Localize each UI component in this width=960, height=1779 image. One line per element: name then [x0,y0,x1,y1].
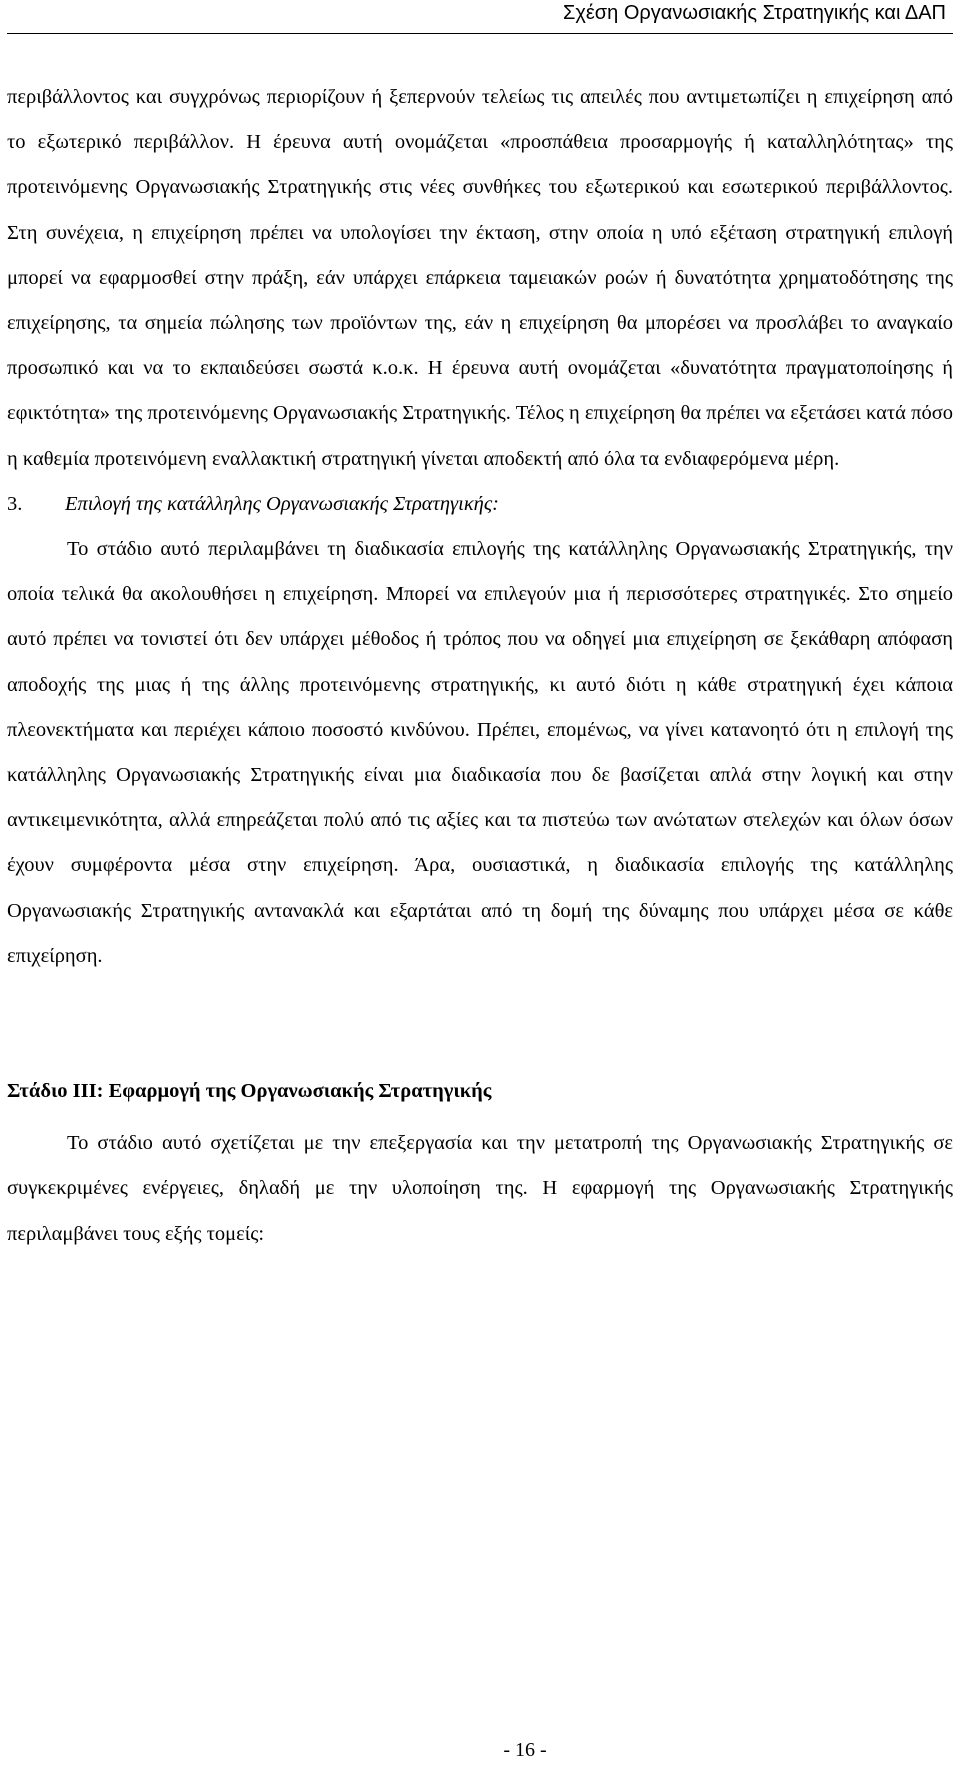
body-paragraph-3: Το στάδιο αυτό σχετίζεται με την επεξεργασία και την μετατροπή της Οργανωσιακής Στρατηγικής σε συγκεκριμένες ενέργειες, δηλαδή με την υλοποίηση της. Η εφαρμογή της Οργανωσιακής Στρατηγικής περιλαμβάνει τους εξής τομείς: [7,1132,953,1245]
page-body [7,75,953,1257]
running-header: Σχέση Οργανωσιακής Στρατηγικής και ΔΑΠ [563,2,946,24]
item-number: 3. [7,492,23,515]
body-paragraph-2: Το στάδιο αυτό περιλαμβάνει τη διαδικασία επιλογής της κατάλληλης Οργανωσιακής Στρατηγικής, την οποία τελικά θα ακολουθήσει η επιχείρηση. Μπορεί να επιλεγούν μια ή περισσότερες στρατηγικές. Στο σημείο αυτό πρέπει να τονιστεί ότι δεν υπάρχει μέθοδος ή τρόπος που να οδηγεί μια επιχείρηση σε ξεκάθαρη απόφαση αποδοχής της μιας ή της άλλης προτεινόμενης στρατηγικής, κι αυτό διότι η κάθε στρατηγική έχει κάποια πλεονεκτήματα και περιέχει κάποιο ποσοστό κινδύνου. Πρέπει, επομένως, να γίνει κατανοητό ότι η επιλογή της κατάλληλης Οργανωσιακής Στρατηγικής είναι μια διαδικασία που δε βασίζεται απλά στην λογική και στην αντικειμενικότητα, αλλά επηρεάζεται πολύ από τις αξίες και τα πιστεύω των ανώτατων στελεχών και όλων όσων έχουν συμφέροντα μέσα στην επιχείρηση. Άρα, ουσιαστικά, η διαδικασία επιλογής της κατάλληλης Οργανωσιακής Στρατηγικής αντανακλά και εξαρτάται από τη δομή της δύναμης που υπάρχει μέσα σε κάθε επιχείρηση. [7,538,953,967]
page-number: - 16 - [503,1739,547,1761]
numbered-item-3 [7,482,953,527]
header-rule [7,33,953,34]
item-title: Επιλογή της κατάλληλης Οργανωσιακής Στρατηγικής: [65,492,499,515]
body-paragraph-1: περιβάλλοντος και συγχρόνως περιορίζουν ή ξεπερνούν τελείως τις απειλές που αντιμετωπίζει η επιχείρηση από το εξωτερικό περιβάλλον. Η έρευνα αυτή ονομάζεται «προσπάθεια προσαρμογής ή καταλληλότητας» της προτεινόμενης Οργανωσιακής Στρατηγικής στις νέες συνθήκες του εξωτερικού και εσωτερικού περιβάλλοντος. Στη συνέχεια, η επιχείρηση πρέπει να υπολογίσει την έκταση, στην οποία η υπό εξέταση στρατηγική επιλογή μπορεί να εφαρμοσθεί στην πράξη, εάν υπάρχει επάρκεια ταμειακών ροών ή δυνατότητα χρηματοδότησης της επιχείρησης, τα σημεία πώλησης των προϊόντων της, εάν η επιχείρηση θα μπορέσει να προσλάβει το αναγκαίο προσωπικό και να το εκπαιδεύσει σωστά κ.ο.κ. Η έρευνα αυτή ονομάζεται «δυνατότητα πραγματοποίησης ή εφικτότητα» της προτεινόμενης Οργανωσιακής Στρατηγικής. Τέλος η επιχείρηση θα πρέπει να εξετάσει κατά πόσο η καθεμία προτεινόμενη εναλλακτική στρατηγική γίνεται αποδεκτή από όλα τα ενδιαφερόμενα μέρη. [7,86,953,470]
section-heading: Στάδιο ΙΙΙ: Εφαρμογή της Οργανωσιακής Στρατηγικής [7,1080,492,1103]
